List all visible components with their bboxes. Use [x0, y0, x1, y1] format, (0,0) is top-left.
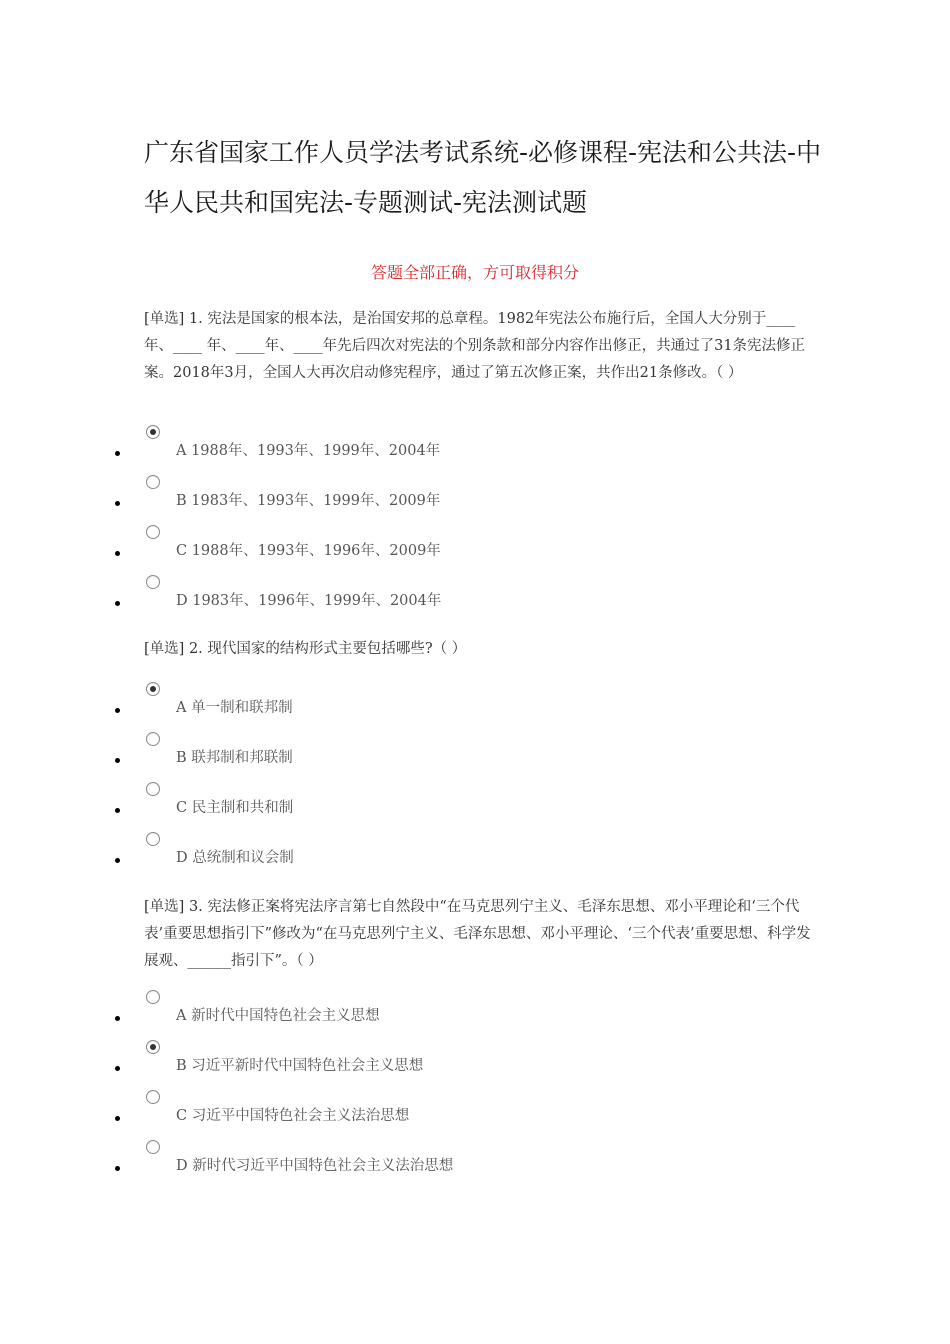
- option-label: D 新时代习近平中国特色社会主义法治思想: [176, 1158, 454, 1174]
- option-q1-d[interactable]: [0, 575, 950, 625]
- question-stem: 1. 宪法是国家的根本法，是治国安邦的总章程。1982年宪法公布施行后，全国人大分别于____年、____ 年、____年、____年先后四次对宪法的个别条款和部分内容作出修正，共通过了31条宪法修正案。2018年3月，全国人大再次启动修宪程序，通过了第五次修正案，共作出21条修改。（ ）: [144, 311, 806, 381]
- radio-button[interactable]: [146, 682, 160, 696]
- bullet-icon: [115, 1066, 120, 1071]
- question-stem: 3. 宪法修正案将宪法序言第七自然段中“在马克思列宁主义、毛泽东思想、邓小平理论和‘三个代表’重要思想指引下”修改为“在马克思列宁主义、毛泽东思想、邓小平理论、‘三个代表’重要思想、科学发展观、______指引下”。（ ）: [144, 899, 811, 969]
- question-type-tag: [单选]: [144, 899, 185, 915]
- radio-button[interactable]: [146, 525, 160, 539]
- option-label: A 新时代中国特色社会主义思想: [176, 1008, 380, 1024]
- option-label: D 总统制和议会制: [176, 850, 294, 866]
- option-q1-b[interactable]: [0, 475, 950, 525]
- option-label: B 习近平新时代中国特色社会主义思想: [176, 1058, 424, 1074]
- option-list-q2: [0, 682, 950, 882]
- question-type-tag: [单选]: [144, 311, 185, 327]
- option-q3-c[interactable]: [0, 1090, 950, 1140]
- bullet-icon: [115, 708, 120, 713]
- radio-button[interactable]: [146, 475, 160, 489]
- radio-button[interactable]: [146, 425, 160, 439]
- option-q3-d[interactable]: [0, 1140, 950, 1190]
- radio-button[interactable]: [146, 832, 160, 846]
- bullet-icon: [115, 451, 120, 456]
- bullet-icon: [115, 758, 120, 763]
- option-list-q1: [0, 425, 950, 625]
- option-label: C 习近平中国特色社会主义法治思想: [176, 1108, 410, 1124]
- radio-button[interactable]: [146, 782, 160, 796]
- bullet-icon: [115, 601, 120, 606]
- scoring-notice: 答题全部正确，方可取得积分: [370, 263, 579, 282]
- question-2: [144, 636, 812, 663]
- option-q1-c[interactable]: [0, 525, 950, 575]
- radio-button[interactable]: [146, 990, 160, 1004]
- option-q1-a[interactable]: [0, 425, 950, 475]
- radio-button[interactable]: [146, 1090, 160, 1104]
- option-q2-a[interactable]: [0, 682, 950, 732]
- bullet-icon: [115, 858, 120, 863]
- bullet-icon: [115, 551, 120, 556]
- bullet-icon: [115, 808, 120, 813]
- page-title: 广东省国家工作人员学法考试系统-必修课程-宪法和公共法-中华人民共和国宪法-专题测试-宪法测试题: [144, 138, 822, 217]
- option-label: B 联邦制和邦联制: [176, 750, 293, 766]
- option-q3-b[interactable]: [0, 1040, 950, 1090]
- bullet-icon: [115, 1016, 120, 1021]
- question-type-tag: [单选]: [144, 641, 185, 657]
- option-label: D 1983年、1996年、1999年、2004年: [176, 593, 442, 609]
- question-3: [144, 894, 812, 975]
- bullet-icon: [115, 501, 120, 506]
- radio-button[interactable]: [146, 1040, 160, 1054]
- option-label: C 民主制和共和制: [176, 800, 294, 816]
- option-q2-c[interactable]: [0, 782, 950, 832]
- question-stem: 2. 现代国家的结构形式主要包括哪些?（ ）: [188, 641, 467, 657]
- option-q2-b[interactable]: [0, 732, 950, 782]
- option-q2-d[interactable]: [0, 832, 950, 882]
- radio-button[interactable]: [146, 732, 160, 746]
- radio-button[interactable]: [146, 575, 160, 589]
- option-q3-a[interactable]: [0, 990, 950, 1040]
- option-label: C 1988年、1993年、1996年、2009年: [176, 543, 441, 559]
- option-list-q3: [0, 990, 950, 1190]
- radio-button[interactable]: [146, 1140, 160, 1154]
- option-label: A 1988年、1993年、1999年、2004年: [176, 443, 441, 459]
- bullet-icon: [115, 1166, 120, 1171]
- option-label: A 单一制和联邦制: [176, 700, 293, 716]
- option-label: B 1983年、1993年、1999年、2009年: [176, 493, 441, 509]
- bullet-icon: [115, 1116, 120, 1121]
- question-1: [144, 306, 812, 387]
